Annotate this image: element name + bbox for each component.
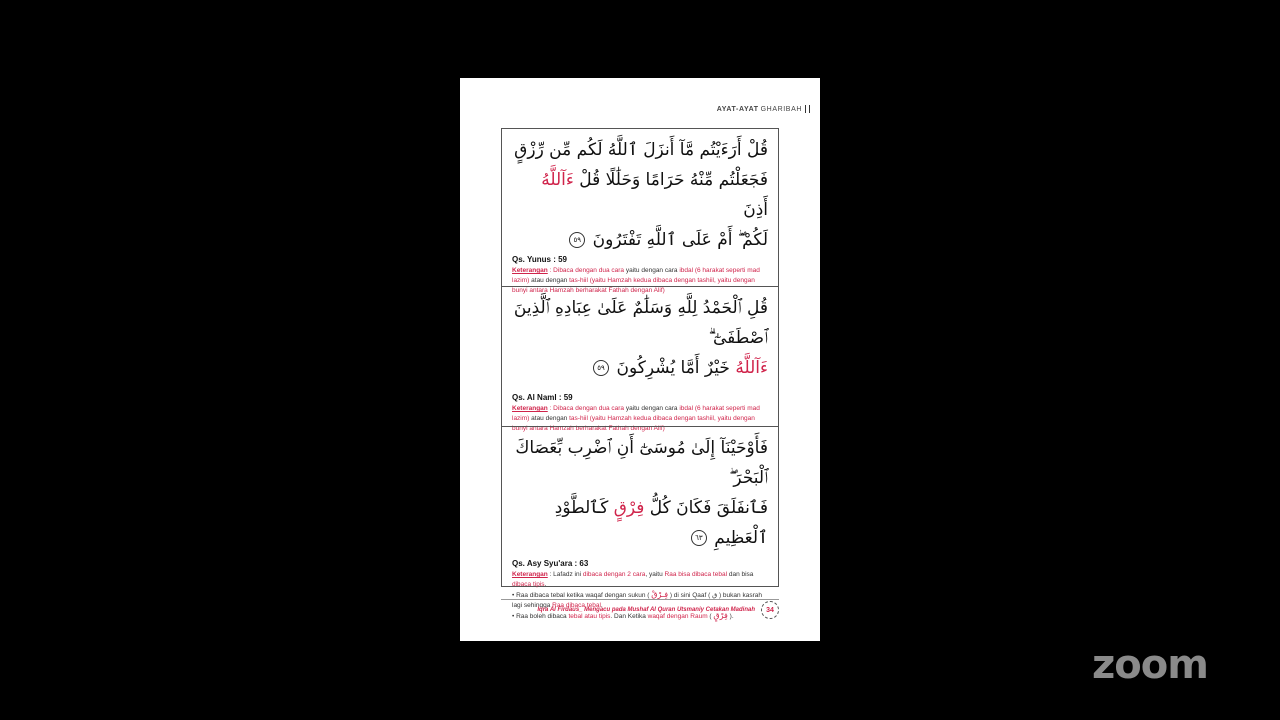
arabic-inline: فِرْقٍ	[713, 611, 728, 620]
arabic-text: كَٱلطَّوْدِ ٱلْعَظِيمِ	[554, 498, 768, 548]
page-footer	[501, 599, 779, 620]
zoom-logo: zoom	[1092, 642, 1208, 688]
verse-reference: Qs. Al Naml : 59	[512, 393, 573, 402]
note-text: atau dengan	[529, 277, 570, 284]
note-text: atau dengan	[529, 415, 570, 422]
note-text: : Dibaca dengan dua cara	[547, 267, 625, 274]
verse-box-an-naml	[501, 286, 779, 432]
arabic-line-2	[512, 493, 768, 553]
arabic-inline: فِـرْقْ	[651, 590, 669, 599]
shared-document-page	[460, 78, 820, 641]
footer-text: Iqra Al Firdaus_ Mengacu pada Mushaf Al Quran Utsmaniy Cetakan Madinah	[537, 607, 755, 613]
page-header	[717, 104, 810, 114]
arabic-text: فَجَعَلْتُم مِّنْهُ حَرَامًا وَحَلَٰلًا قُلْ	[573, 170, 768, 190]
note-text: tas-hiil (yaitu Hamzah kedua dibaca dengan tashiil, yaitu dengan bunyi antara Hamzah berharakat Fathah dengan Alif)	[512, 277, 755, 294]
arabic-line-1: فَأَوْحَيْنَآ إِلَىٰ مُوسَىٰٓ أَنِ ٱضْرِب بِّعَصَاكَ ٱلْبَحْرَ ۖ	[515, 438, 768, 488]
note-text: waqaf dengan Raum	[647, 613, 708, 620]
ayah-number-icon: ٦٣	[691, 530, 707, 546]
note-text: yaitu dengan cara	[624, 267, 680, 274]
highlighted-word: فِرْقٍ	[613, 498, 645, 518]
note-text: yaitu dengan cara	[624, 405, 680, 412]
note-text: dibaca dengan 2 cara	[582, 571, 646, 578]
header-title-bold: AYAT-AYAT	[716, 105, 759, 113]
note-text: , yaitu	[645, 571, 665, 578]
note-text: ibdal (6 harakat seperti mad lazim)	[512, 267, 760, 284]
arabic-verse	[502, 287, 778, 383]
arabic-line-2	[512, 165, 768, 225]
verse-box-yunus	[501, 128, 779, 294]
page-number-badge: 34	[761, 601, 779, 619]
note-text: ).	[727, 613, 734, 620]
arabic-verse	[502, 427, 778, 553]
highlighted-word: ءَآللَّهُ	[735, 358, 768, 378]
header-title-light: GHARIBAH	[760, 105, 802, 113]
verse-reference: Qs. Asy Syu'ara : 63	[512, 559, 589, 568]
arabic-text: فَٱنفَلَقَ فَكَانَ كُلُّ	[644, 498, 768, 518]
note-text: ) di sini Qaaf ( ق ) bukan kasrah lagi sehingga	[512, 592, 762, 609]
note-text: dan bisa	[727, 571, 754, 578]
arabic-text: خَيْرٌ أَمَّا يُشْرِكُونَ	[616, 358, 736, 378]
note-text: Raa dibaca tebal	[552, 602, 601, 609]
arabic-text: لَكُمْ ۖ أَمْ عَلَى ٱللَّهِ تَفْتَرُونَ	[592, 230, 768, 250]
book-marker-icon	[805, 105, 810, 113]
note-text: . Dan Ketika	[610, 613, 648, 620]
note-text: Raa bisa dibaca tebal	[664, 571, 728, 578]
note-text: tebal atau tipis	[568, 613, 611, 620]
note-label: Keterangan	[512, 405, 548, 412]
verse-reference: Qs. Yunus : 59	[512, 255, 567, 264]
note-text: : Dibaca dengan dua cara	[547, 405, 625, 412]
arabic-line-3	[512, 225, 768, 255]
arabic-line-1: قُلْ أَرَءَيْتُم مَّآ أَنزَلَ ٱللَّهُ لَكُم مِّن رِّزْقٍ	[514, 140, 768, 160]
arabic-line-1: قُلِ ٱلْحَمْدُ لِلَّهِ وَسَلَٰمٌ عَلَىٰ عِبَادِهِ ٱلَّذِينَ ٱصْطَفَىٰٓ ۗ	[513, 298, 768, 348]
note-label: Keterangan	[512, 571, 548, 578]
note-text: tas-hiil (yaitu Hamzah kedua dibaca dengan tashiil, yaitu dengan bunyi antara Hamzah berharakat Fathah dengan Alif)	[512, 415, 755, 432]
note-label: Keterangan	[512, 267, 548, 274]
note-text: (	[707, 613, 714, 620]
note-text: • Raa dibaca tebal ketika waqaf dengan sukun (	[512, 592, 652, 599]
highlighted-word: ءَآللَّهُ	[541, 170, 574, 190]
note-text: dibaca tipis	[512, 581, 545, 588]
ayah-number-icon: ٥٩	[569, 232, 585, 248]
note-text: .	[544, 581, 547, 588]
note-text: : Lafadz ini	[547, 571, 583, 578]
arabic-verse	[502, 129, 778, 255]
ayah-number-icon: ٥٩	[593, 360, 609, 376]
note-text: • Raa boleh dibaca	[512, 613, 569, 620]
note-text: .	[600, 602, 603, 609]
arabic-line-2	[512, 353, 768, 383]
arabic-text: أَذِنَ	[743, 200, 768, 220]
note-text: ibdal (6 harakat seperti mad lazim)	[512, 405, 760, 422]
